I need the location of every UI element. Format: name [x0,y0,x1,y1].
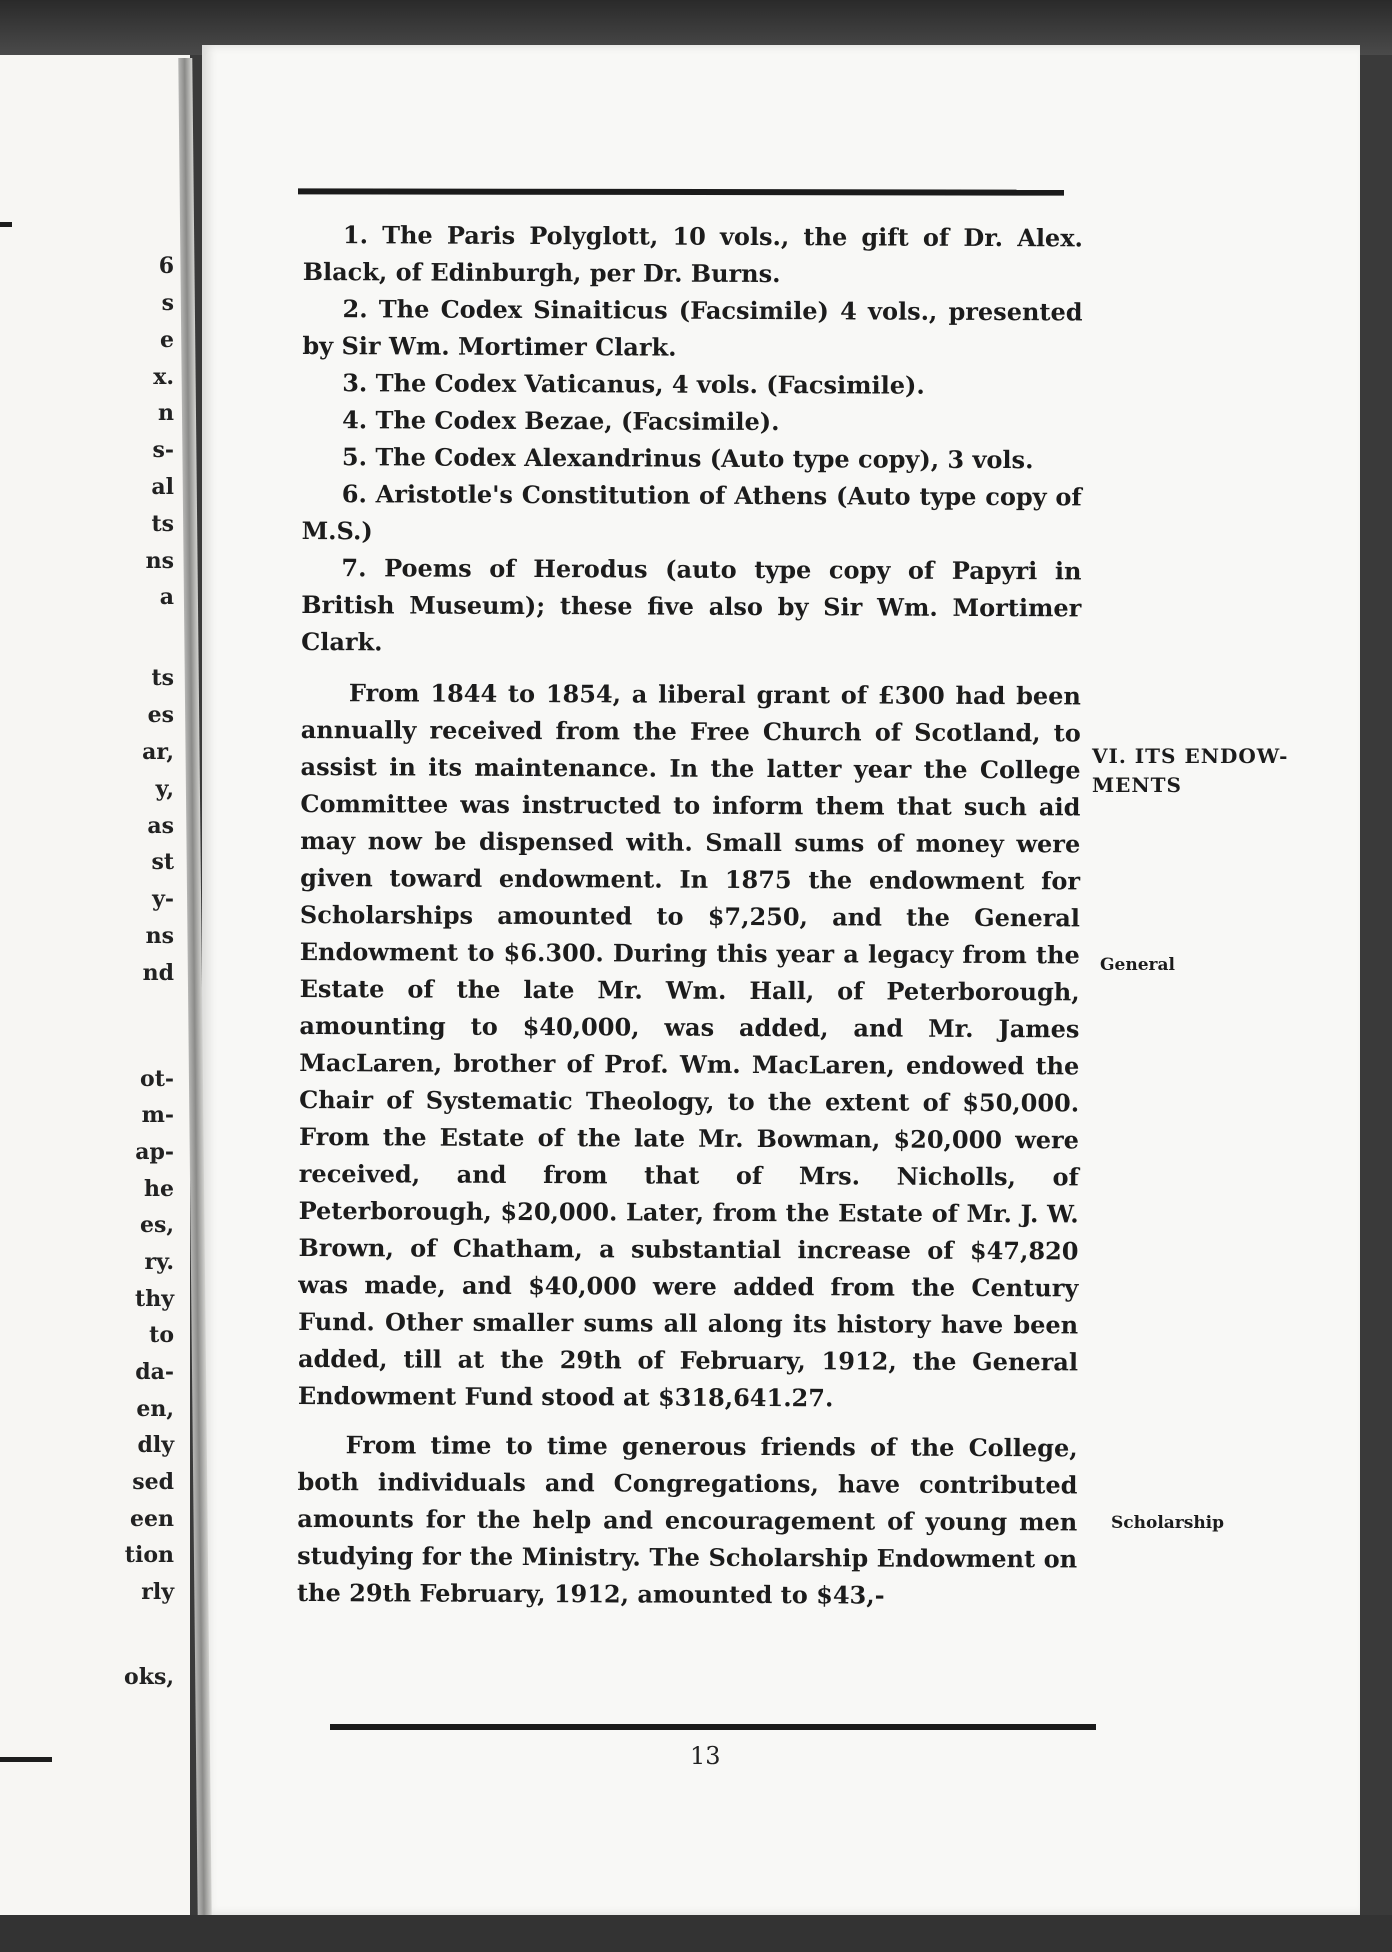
left-page-fragment: tion [124,1542,174,1568]
left-page-fragment: ap- [135,1139,174,1165]
left-page-fragment: y, [155,776,174,802]
left-page-fragment: to [149,1322,174,1348]
left-page-fragment: thy [135,1286,174,1312]
left-page-fragment: ns [145,548,174,574]
left-page-fragment: s [161,290,174,316]
left-page-fragment: da- [135,1359,174,1385]
list-item: 4. The Codex Bezae, (Facsimile). [342,405,780,437]
left-page-fragment: al [151,474,174,500]
left-page-fragment: s- [152,437,174,463]
endowment-paragraph: From 1844 to 1854, a liberal grant of £300 had been annually received from the Free Church of Scotland, to assist in its maintenance. In the latter year the College Committee was instructed to inform them that such aid may now be dispensed with. Small sums of money were given toward endowment. In 1875 the endowment for Scholarships amounted to $7,250, and the General Endowment to $6.300. During this year a legacy from the Estate of the late Mr. Wm. Hall, of Peterborough, amounting to $40,000, was added, and Mr. James MacLaren, brother of Prof. Wm. MacLaren, endowed the Chair of Systematic Theology, to the extent of $50,000. From the Estate of the late Mr. Bowman, $20,000 were received, and from that of Mrs. Nicholls, of Peterborough, $20,000. Later, from the Estate of Mr. J. W. Brown, of Chatham, a substantial increase of $47,820 was made, and $40,000 were added from the Century Fund. Other smaller sums all along its history have been added, till at the 29th of February, 1912, the General Endowment Fund stood at $318,641.27. [297,678,1081,1413]
list-item: 3. The Codex Vaticanus, 4 vols. (Facsimile). [342,368,925,400]
margin-note-general: General [1100,955,1175,975]
left-page-fragment: nd [142,960,174,986]
bottom-rule [330,1724,1096,1730]
left-page-rule [0,1757,52,1762]
margin-note-scholarship: Scholarship [1111,1513,1225,1533]
left-page-fragment: een [130,1506,174,1532]
left-page-fragment: as [147,813,174,839]
left-page-fragment: x. [153,364,174,390]
background-bottom [0,1915,1392,1952]
left-page-fragment: e [160,327,174,353]
left-page-fragment: sed [132,1469,174,1495]
list-item: 2. The Codex Sinaiticus (Facsimile) 4 vols., presented by Sir Wm. Mortimer Clark. [302,294,1083,362]
left-page-fragment: es, [139,1212,174,1238]
section-heading [1092,742,1288,800]
left-page-fragment: 6 [158,253,174,279]
list-item: 5. The Codex Alexandrinus (Auto type copy), 3 vols. [341,442,1034,475]
left-page-fragment: ot- [140,1066,174,1092]
left-page-fragment: ts [151,665,174,691]
left-page-fragment: m- [141,1102,174,1128]
scholarship-paragraph: From time to time generous friends of the College, both individuals and Congregations, have contributed amounts for the help and encouragement of young men studying for the Ministry. The Scholarship Endowment on the 29th February, 1912, amounted to $43,- [296,1430,1078,1610]
left-page-fragment: he [144,1176,174,1202]
left-page-fragment: ry. [144,1249,174,1275]
page-body [297,216,1083,1614]
left-page-fragment: rly [141,1579,174,1605]
left-page-fragment: ar, [142,739,174,765]
left-page-fragment: st [151,849,174,875]
left-page-fragment: en, [136,1396,174,1422]
list-item: 6. Aristotle's Constitution of Athens (Auto type copy of M.S.) [301,479,1082,546]
list-item: 7. Poems of Herodus (auto type copy of Papyri in British Museum); these five also by Sir Wm. Mortimer Clark. [301,553,1082,657]
page-number: 13 [690,1742,721,1770]
section-heading-line: VI. ITS ENDOW- [1092,744,1289,768]
left-page-fragment: y- [152,886,174,912]
left-page-tick [0,222,12,227]
left-page-fragment: es [147,702,174,728]
list-item: 1. The Paris Polyglott, 10 vols., the gift of Dr. Alex. Black, of Edinburgh, per Dr. Burns. [302,220,1083,289]
left-page-fragment: dly [137,1432,174,1458]
left-page-fragment: oks, [124,1664,174,1690]
left-page-fragment: ns [145,923,174,949]
left-page-fragment: n [158,400,174,426]
left-page-fragment: a [159,584,174,610]
section-heading-line: MENTS [1092,773,1182,797]
left-page-fragment: ts [151,511,174,537]
